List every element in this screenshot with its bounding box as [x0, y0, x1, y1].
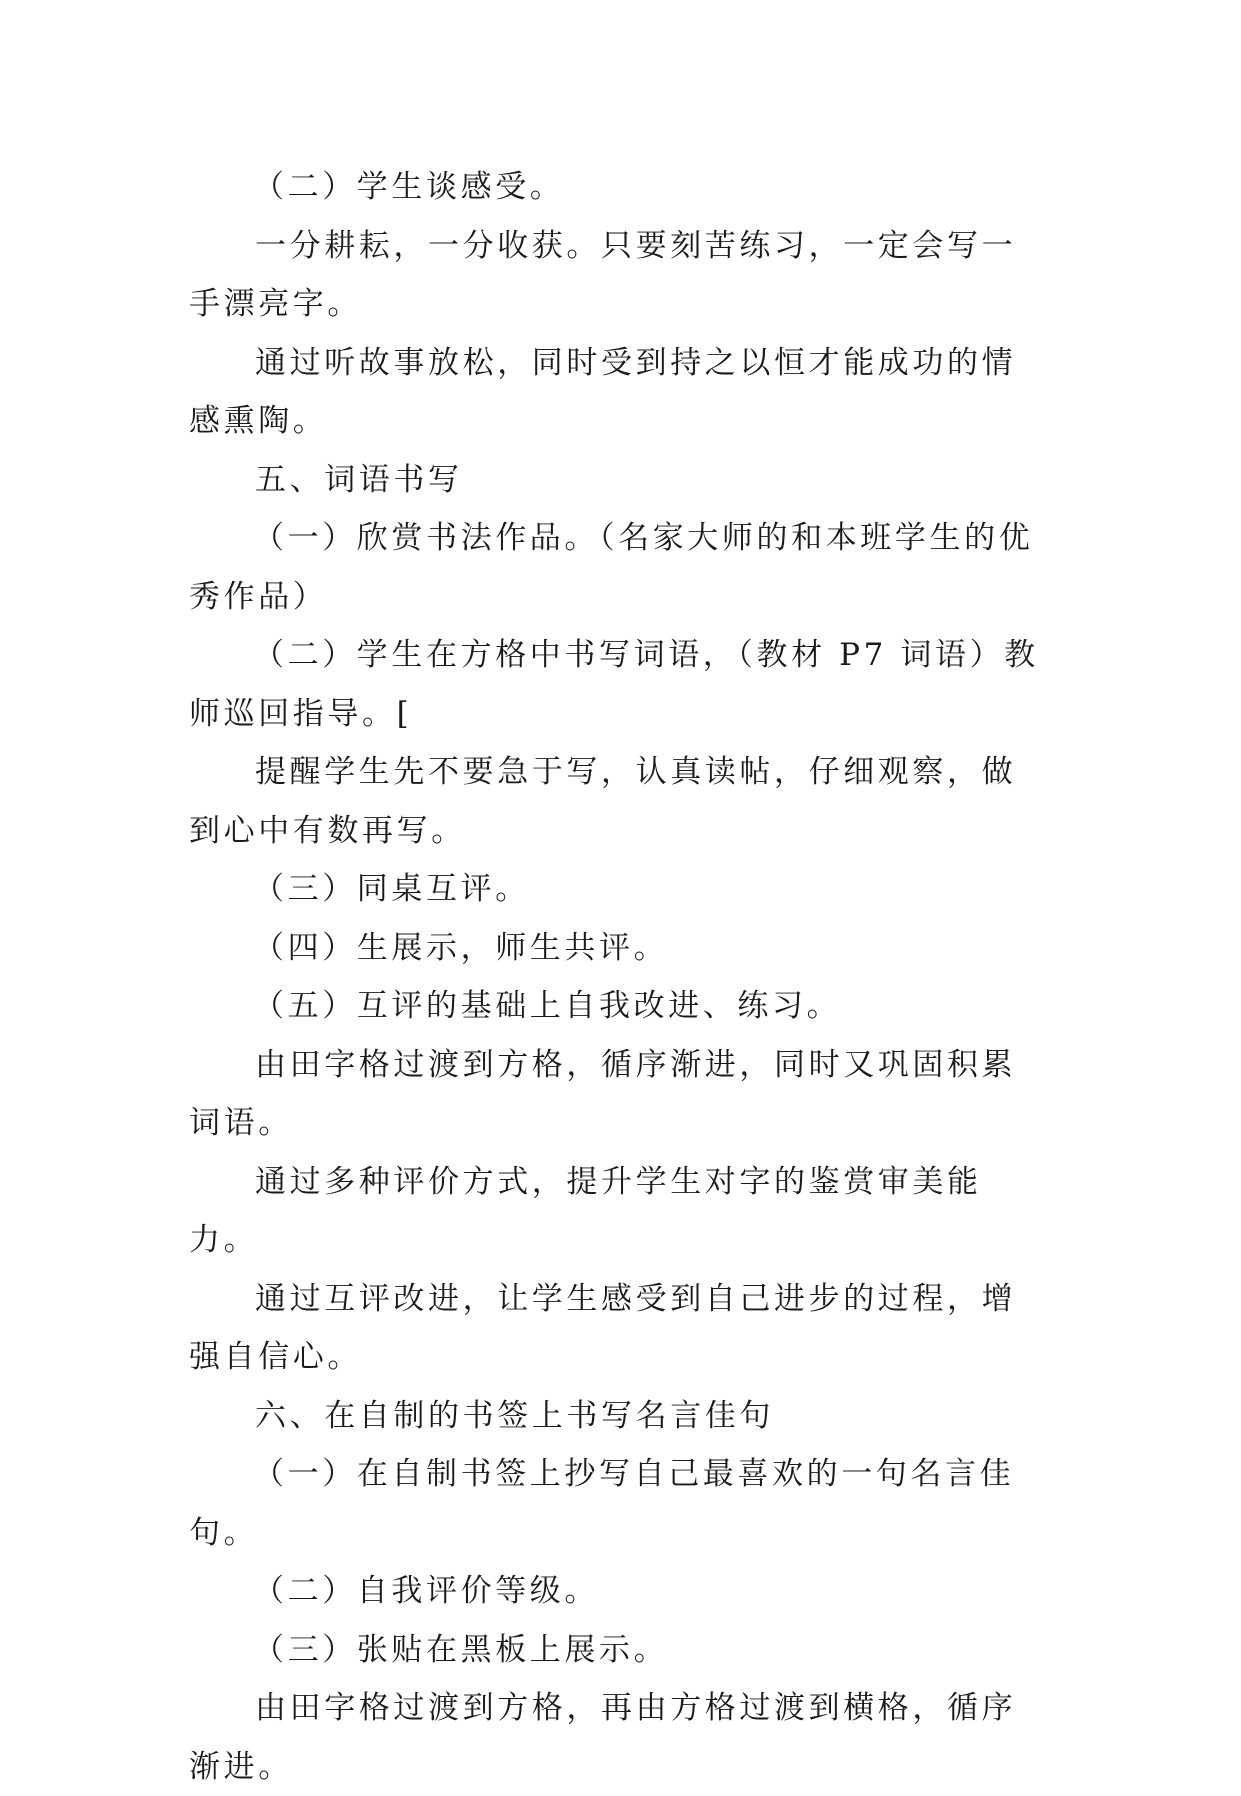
paragraph: 由田字格过渡到方格，再由方格过渡到横格，循序渐进。 — [189, 1690, 1017, 1785]
paragraph-subheading: （五）互评的基础上自我改进、练习。 — [253, 988, 842, 1024]
paragraph: 通过多种评价方式，提升学生对字的鉴赏审美能力。 — [189, 1163, 982, 1258]
paragraph: 通过互评改进，让学生感受到自己进步的过程，增强自信心。 — [189, 1280, 1017, 1375]
paragraph: 由田字格过渡到方格，循序渐进，同时又巩固积累词语。 — [189, 1046, 1017, 1141]
section-heading: 五、词语书写 — [255, 461, 463, 498]
paragraph: 提醒学生先不要急于写，认真读帖，仔细观察，做到心中有数再写。 — [189, 754, 1017, 849]
paragraph-subheading: （四）生展示，师生共评。 — [253, 929, 669, 966]
paragraph-subheading: （二）学生在方格中书写词语，（教材 P7 词语）教师巡回指导。[ — [189, 637, 1039, 732]
paragraph: 一分耕耘，一分收获。只要刻苦练习，一定会写一手漂亮字。 — [189, 227, 1017, 322]
paragraph-subheading: （三）张贴在黑板上展示。 — [253, 1631, 669, 1668]
document-body — [189, 158, 1049, 1796]
paragraph-subheading: （二）自我评价等级。 — [253, 1573, 599, 1609]
paragraph-subheading: （二）学生谈感受。 — [253, 169, 565, 205]
section-heading: 六、在自制的书签上书写名言佳句 — [255, 1397, 774, 1434]
paragraph-subheading: （三）同桌互评。 — [253, 871, 530, 907]
paragraph: 通过听故事放松，同时受到持之以恒才能成功的情感熏陶。 — [189, 344, 1017, 439]
paragraph-subheading: （一）欣赏书法作品。（名家大师的和本班学生的优秀作品） — [189, 520, 1034, 615]
paragraph-subheading: （一）在自制书签上抄写自己最喜欢的一句名言佳句。 — [189, 1456, 1015, 1551]
